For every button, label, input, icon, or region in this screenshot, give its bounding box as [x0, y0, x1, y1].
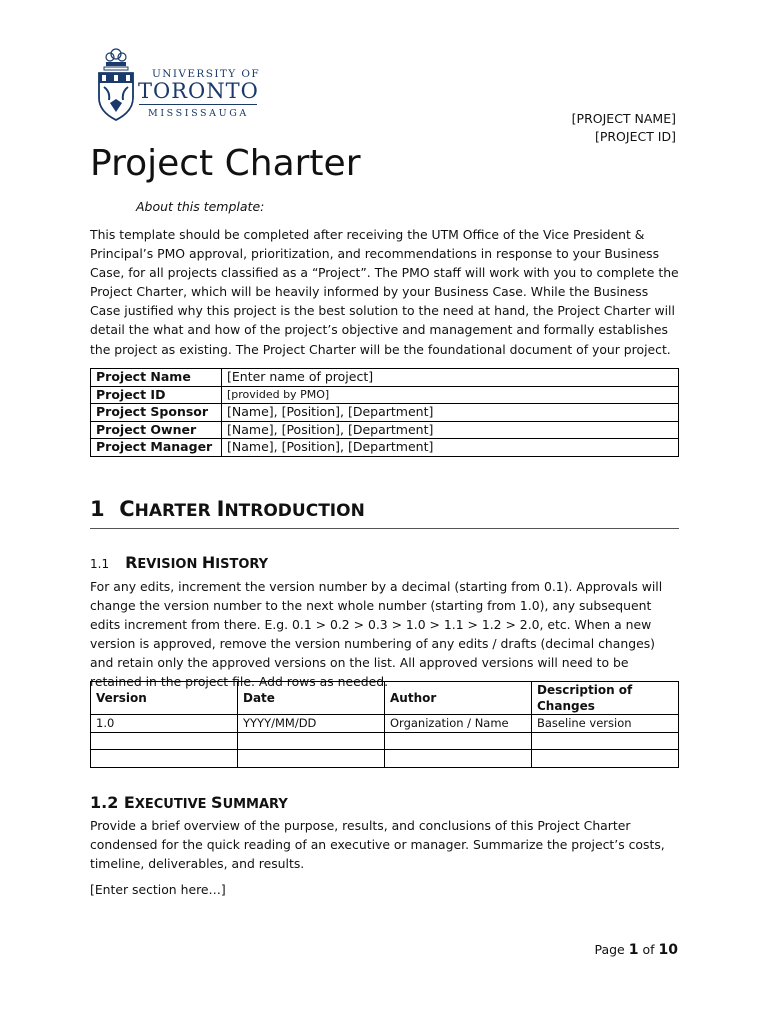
table-cell	[238, 732, 385, 750]
info-value: [provided by PMO]	[222, 386, 679, 404]
table-cell	[91, 750, 238, 768]
project-info-table	[90, 368, 679, 457]
section-1-1-heading: 1.1 REVISION HISTORY	[90, 553, 269, 572]
info-value: [Name], [Position], [Department]	[222, 404, 679, 422]
table-cell	[532, 750, 679, 768]
table-row	[91, 732, 679, 750]
executive-summary-paragraph: Provide a brief overview of the purpose, results, and conclusions of this Project Charter condensed for the quick reading of an executive or manager. Summarize the project’s costs, timeline, deliverables, and results.	[90, 818, 665, 872]
current-page: 1	[628, 942, 639, 958]
info-key: Project Owner	[91, 421, 222, 439]
logo-line-3: MISSISSAUGA	[148, 108, 249, 119]
column-header: Author	[385, 682, 532, 715]
table-cell	[385, 732, 532, 750]
info-value: [Enter name of project]	[222, 369, 679, 387]
table-cell: 1.0	[91, 715, 238, 733]
column-header: Version	[91, 682, 238, 715]
table-row	[91, 439, 679, 457]
section-number: 1.2	[90, 793, 119, 812]
section-1-heading: 1 CHARTER INTRODUCTION	[90, 497, 365, 521]
about-label: About this template:	[136, 199, 265, 214]
info-value: [Name], [Position], [Department]	[222, 439, 679, 457]
column-header: Date	[238, 682, 385, 715]
info-key: Project Name	[91, 369, 222, 387]
info-key: Project Manager	[91, 439, 222, 457]
total-pages: 10	[658, 942, 678, 958]
document-title: Project Charter	[90, 143, 361, 184]
table-cell: Baseline version	[532, 715, 679, 733]
table-cell	[238, 750, 385, 768]
table-row	[91, 715, 679, 733]
table-cell: Organization / Name	[385, 715, 532, 733]
info-value: [Name], [Position], [Department]	[222, 421, 679, 439]
section-placeholder: [Enter section here…]	[90, 882, 226, 897]
logo-line-2: TORONTO	[138, 79, 259, 103]
table-row	[91, 750, 679, 768]
logo-line-1: UNIVERSITY OF	[152, 68, 261, 80]
table-cell	[385, 750, 532, 768]
table-cell	[532, 732, 679, 750]
section-number: 1	[90, 497, 105, 521]
table-row	[91, 404, 679, 422]
project-id-placeholder: [PROJECT ID]	[594, 129, 676, 144]
table-row	[91, 369, 679, 387]
page-number: Page 1 of 10	[594, 942, 678, 958]
project-name-placeholder: [PROJECT NAME]	[571, 111, 676, 126]
revision-history-paragraph: For any edits, increment the version number by a decimal (starting from 0.1). Approvals will change the version number to the next whole number (starting from 1.0), any subsequent edits increment from there. E.g. 0.1 > 0.2 > 0.3 > 1.0 > 1.1 > 1.2 > 2.0, etc. When a new version is approved, remove the version numbering of any edits / drafts (decimal changes) and retain only the approved versions on the list. All approved versions will need to be retained in the project file. Add rows as needed.	[90, 579, 663, 690]
column-header: Description of Changes	[532, 682, 679, 715]
logo-divider	[139, 104, 257, 105]
table-row	[91, 421, 679, 439]
revision-table	[90, 681, 679, 768]
section-number: 1.1	[90, 557, 110, 571]
section-divider	[90, 528, 679, 529]
section-1-2-heading: 1.2 EXECUTIVE SUMMARY	[90, 793, 288, 812]
table-cell	[91, 732, 238, 750]
table-row	[91, 386, 679, 404]
coat-of-arms-icon	[96, 46, 136, 122]
info-key: Project ID	[91, 386, 222, 404]
table-header-row	[91, 682, 679, 715]
info-key: Project Sponsor	[91, 404, 222, 422]
table-cell: YYYY/MM/DD	[238, 715, 385, 733]
intro-paragraph: This template should be completed after receiving the UTM Office of the Vice President & Principal’s PMO approval, prioritization, and recommendations in response to your Business Case, for all projects classified as a “Project”. The PMO staff will work with you to complete the Project Charter, which will be heavily informed by your Business Case. While the Business Case justified why this project is the best solution to the need at hand, the Project Charter will detail the what and how of the project’s objective and management and formally establishes the project as existing. The Project Charter will be the foundational document of your project.	[90, 227, 679, 357]
